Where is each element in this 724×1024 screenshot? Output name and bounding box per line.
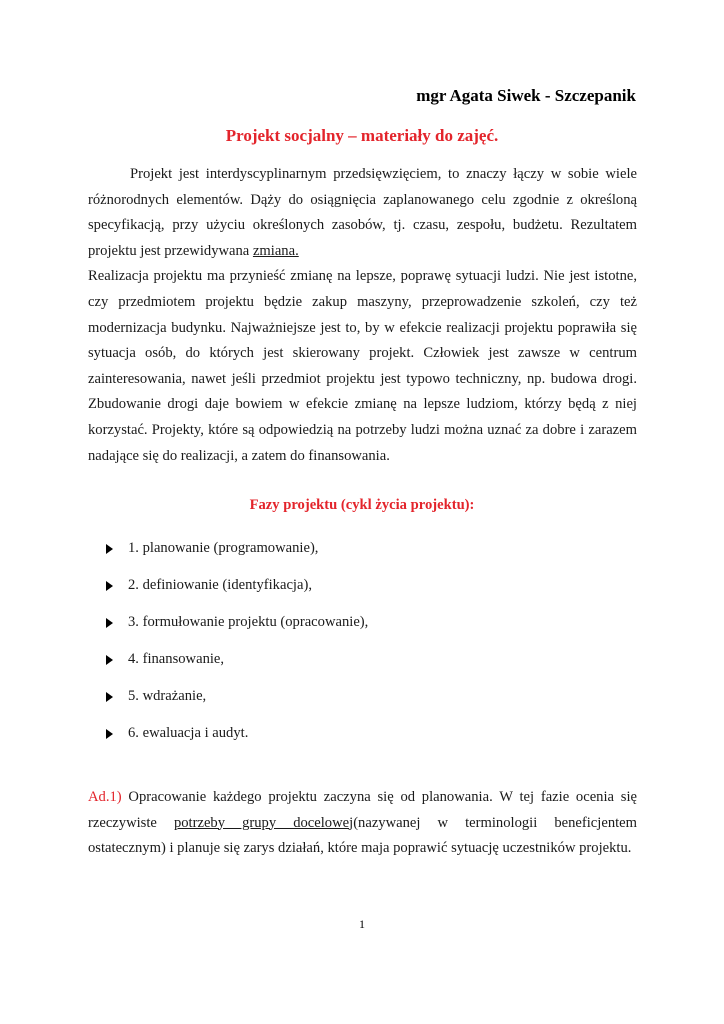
- page-number: 1: [359, 917, 365, 931]
- ad1-text-after: (nazywanej w terminologii beneficjentem ostatecznym) i planuje się zarys działań, które maja poprawić sytuację uczestników projektu.: [88, 814, 638, 857]
- phases-list: [106, 530, 368, 752]
- ad1-section: [88, 785, 637, 862]
- intro-section: [88, 162, 637, 469]
- phase-label: 2. definiowanie (identyfikacja),: [128, 577, 312, 593]
- underlined-word-zmiana: zmiana.: [252, 242, 299, 259]
- ad1-text-before: Opracowanie każdego projektu zaczyna się od planowania. W tej fazie ocenia się rzeczywiste: [88, 789, 637, 831]
- document-title: Projekt socjalny – materiały do zajęć.: [225, 126, 499, 145]
- bullet-arrow-icon: [106, 618, 113, 628]
- bullet-arrow-icon: [106, 692, 113, 702]
- bullet-arrow-icon: [106, 729, 113, 739]
- ad1-label: Ad.1): [88, 789, 122, 805]
- phase-label: 6. ewaluacja i audyt.: [128, 725, 249, 741]
- phase-label: 1. planowanie (programowanie),: [128, 540, 319, 556]
- bullet-arrow-icon: [106, 581, 113, 591]
- ad1-paragraph: [88, 785, 637, 862]
- intro-paragraph-1-text: Projekt jest interdyscyplinarnym przedsięwzięciem, to znaczy łączy w sobie wiele różnorodnych elementów. Dąży do osiągnięcia zaplanowanego celu zgodnie z określoną specyfikacją, przy użyciu określonych zasobów, tj. czasu, zespołu, budżetu. Rezultatem projektu jest przewidywana: [88, 166, 637, 259]
- bullet-arrow-icon: [106, 655, 113, 665]
- list-item: [106, 567, 368, 604]
- bullet-arrow-icon: [106, 544, 113, 554]
- list-item: [106, 678, 368, 715]
- list-item: [106, 715, 368, 752]
- phase-label: 3. formułowanie projektu (opracowanie),: [128, 614, 369, 630]
- list-item: [106, 604, 368, 641]
- list-item: [106, 530, 368, 567]
- intro-paragraph-1: [88, 162, 637, 264]
- underlined-phrase-target-group: potrzeby grupy docelowej: [173, 814, 354, 831]
- phase-label: 5. wdrażanie,: [128, 688, 207, 704]
- intro-paragraph-2: Realizacja projektu ma przynieść zmianę na lepsze, poprawę sytuacji ludzi. Nie jest istotne, czy przedmiotem projektu będzie zakup maszyny, przeprowadzenie szkoleń, czy też modernizacja budynku. Najważniejsze jest to, by w efekcie realizacji projektu poprawiła się sytuacja osób, do których jest skierowany projekt. Człowiek jest zawsze w centrum zainteresowania, nawet jeśli przedmiot projektu jest typowo techniczny, np. budowa drogi. Zbudowanie drogi daje bowiem w efekcie zmianę na lepsze ludziom, którzy będą z niej korzystać. Projekty, które są odpowiedzią na potrzeby ludzi można uznać za dobre i zarazem nadające się do realizacji, a zatem do finansowania.: [88, 268, 637, 464]
- phase-label: 4. finansowanie,: [128, 651, 225, 667]
- phases-heading: Fazy projektu (cykl życia projektu):: [249, 497, 475, 513]
- list-item: [106, 641, 368, 678]
- author-name: mgr Agata Siwek - Szczepanik: [416, 86, 636, 105]
